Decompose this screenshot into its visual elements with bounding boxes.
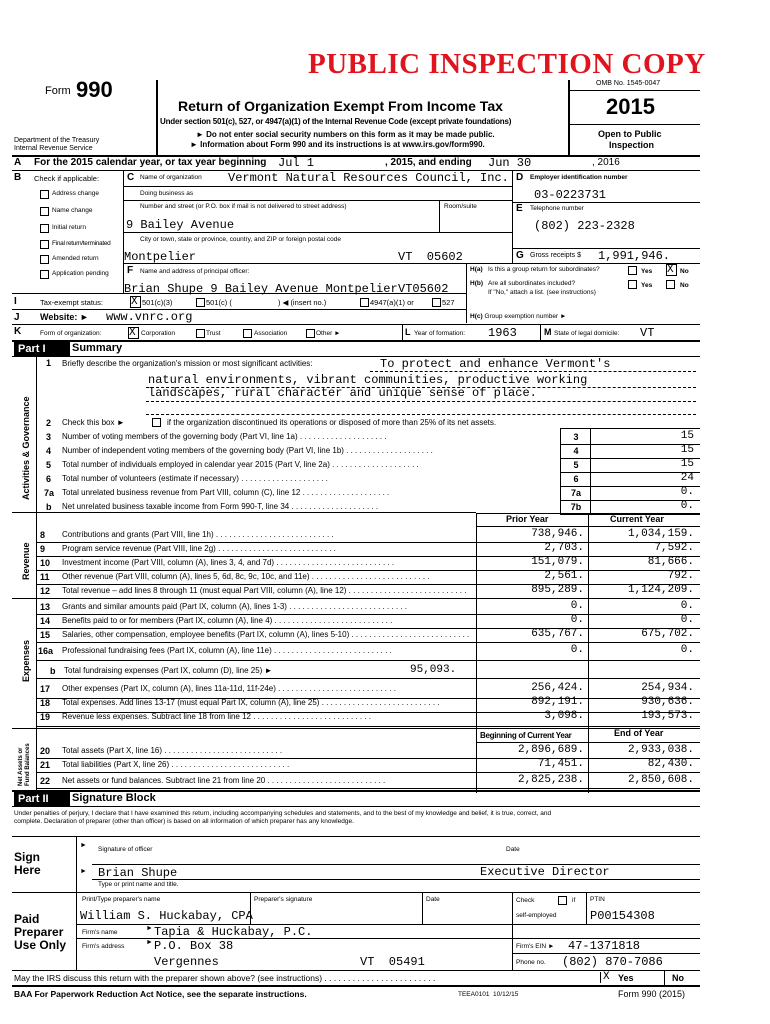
officer-title[interactable]: Executive Director <box>480 865 610 879</box>
inspection-label: Inspection <box>609 140 655 150</box>
gov-line-value[interactable]: 15 <box>680 444 694 456</box>
fin-prior-value[interactable]: 0. <box>570 644 584 656</box>
city-label: City or town, state or province, country, and ZIP or foreign postal code <box>140 236 341 243</box>
status-501c-label: 501(c) ( <box>206 298 232 307</box>
discuss-yes-checkbox[interactable]: X <box>600 972 613 983</box>
fin-current-value[interactable]: 2,933,038. <box>627 744 694 756</box>
state-domicile-label: State of legal domicile: <box>554 330 620 337</box>
firm-address-label: Firm's address <box>82 943 125 950</box>
preparer-name-label: Print/Type preparer's name <box>82 896 161 903</box>
ssn-notice: ► Do not enter social security numbers on this form as it may be made public. <box>196 130 495 139</box>
status-4947-label: 4947(a)(1) or <box>370 298 414 307</box>
street-label: Number and street (or P.O. box if mail is not delivered to street address) <box>140 203 347 210</box>
fin-prior-value[interactable]: 0. <box>570 614 584 626</box>
status-527-checkbox[interactable] <box>432 298 441 307</box>
ptin-label: PTIN <box>590 896 605 903</box>
fin-prior-value[interactable]: 635,767. <box>531 628 584 640</box>
state-zip[interactable]: VT 05602 <box>398 250 463 264</box>
side-label-governance: Activities & Governance <box>21 396 31 500</box>
line2-rest: if the organization discontinued its operations or disposed of more than 25% of its net assets. <box>167 418 497 427</box>
firm-name-label: Firm's name <box>82 929 118 936</box>
hb-yes-label: Yes <box>641 282 653 289</box>
fin-current-value[interactable]: 930,636. <box>641 696 694 708</box>
gov-line-value[interactable]: 0. <box>680 500 694 512</box>
self-employed-label: self-employed <box>516 912 557 919</box>
fin-line-num: 12 <box>40 586 51 596</box>
firm-phone[interactable]: (802) 870-7086 <box>562 955 663 969</box>
label-final-return: Final return/terminated <box>52 240 111 247</box>
omb-number: OMB No. 1545-0047 <box>596 80 661 87</box>
checkbox-application-pending[interactable] <box>40 270 49 279</box>
mission-line-2[interactable]: natural environments, vibrant communities, productive working <box>148 373 588 387</box>
org-name[interactable]: Vermont Natural Resources Council, Inc. <box>228 171 509 185</box>
fin-prior-value[interactable]: 2,561. <box>544 570 584 582</box>
org-association-label: Association <box>254 330 288 337</box>
fin-line-text: Total assets (Part X, line 16) . . . . . . . . . . . . . . . . . . . . . . . . . . . <box>62 746 283 755</box>
baa-notice: BAA For Paperwork Reduction Act Notice, see the separate instructions. <box>14 989 307 999</box>
teea-code: TEEA0101 10/12/15 <box>458 991 519 998</box>
label-initial-return: Initial return <box>52 224 86 231</box>
mission-line-3[interactable]: landscapes, rural character and unique sense of place. <box>148 386 537 400</box>
type-name-label: Type or print name and title. <box>98 881 179 888</box>
fin-prior-value[interactable]: 0. <box>570 600 584 612</box>
principal-officer-state[interactable]: VT05602 <box>398 282 449 296</box>
fin-line-text: Grants and similar amounts paid (Part IX, column (A), lines 1-3) . . . . . . . . . . . . . . . . . . . . . . . . . . . <box>62 602 408 611</box>
fin-line-text: Total liabilities (Part X, line 26) . . . . . . . . . . . . . . . . . . . . . . . . . . . <box>62 760 290 769</box>
line-m-label: M <box>544 327 552 337</box>
fin-prior-value[interactable]: 151,079. <box>531 556 584 568</box>
firm-name[interactable]: Tapia & Huckabay, P.C. <box>154 925 313 939</box>
checkbox-amended-return[interactable] <box>40 255 49 264</box>
fin-line-text: Total revenue – add lines 8 through 11 (must equal Part VIII, column (A), line 12) . . . . . . . . . . . . . . . . . . . . . . . . . . . <box>62 586 467 595</box>
fin-prior-value[interactable]: 895,289. <box>531 584 584 596</box>
gov-line-value[interactable]: 15 <box>680 430 694 442</box>
check-label: Check <box>516 897 535 904</box>
perjury-line-2: complete. Declaration of preparer (other than officer) is based on all information of which preparer has any knowledge. <box>14 818 354 825</box>
gov-line-box: 3 <box>566 432 586 442</box>
org-other-checkbox[interactable] <box>306 329 315 338</box>
fin-line-num: 15 <box>40 630 51 640</box>
info-notice: ► Information about Form 990 and its instructions is at www.irs.gov/form990. <box>190 140 485 149</box>
officer-name[interactable]: Brian Shupe <box>98 866 178 880</box>
open-public-label: Open to Public <box>598 129 662 139</box>
fin-current-value[interactable]: 193,573. <box>641 710 694 722</box>
box-e-label: E <box>516 203 523 214</box>
principal-officer-label: Name and address of principal officer: <box>140 268 250 275</box>
fin-prior-value[interactable]: 256,424. <box>531 682 584 694</box>
line-i-label: I <box>14 296 17 307</box>
firm-address[interactable]: P.O. Box 38 <box>154 939 234 953</box>
checkbox-initial-return[interactable] <box>40 224 49 233</box>
gov-line-text: Net unrelated business taxable income from Form 990-T, line 34 . . . . . . . . . . . . . . . . . . . . <box>62 502 379 511</box>
website-value[interactable]: www.vnrc.org <box>106 310 193 324</box>
preparer-name[interactable]: William S. Huckabay, CPA <box>80 909 253 923</box>
fin-current-value[interactable]: 1,034,159. <box>627 528 694 540</box>
checkbox-final-return[interactable] <box>40 240 49 249</box>
fin-line-text: Investment income (Part VIII, column (A), lines 3, 4, and 7d) . . . . . . . . . . . . . . . . . . . . . . . . . . . <box>62 558 395 567</box>
box-b-label: B <box>14 172 22 183</box>
gov-line-box: 7b <box>566 502 586 512</box>
fin-line-num: 16a <box>38 646 54 656</box>
gov-line-text: Total unrelated business revenue from Part VIII, column (C), line 12 . . . . . . . . . . . . . . . . . . . . <box>62 488 390 497</box>
tax-year-end-year: , 2016 <box>592 157 620 168</box>
fin-current-value[interactable]: 0. <box>680 614 694 626</box>
principal-officer[interactable]: Brian Shupe 9 Bailey Avenue Montpelier <box>124 282 398 296</box>
discuss-no-label: No <box>672 973 684 983</box>
org-trust-checkbox[interactable] <box>196 329 205 338</box>
org-other-label: Other ► <box>316 330 341 337</box>
org-trust-label: Trust <box>206 330 221 337</box>
gov-line-text: Total number of volunteers (estimate if necessary) . . . . . . . . . . . . . . . . . . . . <box>62 474 328 483</box>
fin-line-num: 11 <box>40 572 50 582</box>
fin-prior-value[interactable]: 2,896,689. <box>517 744 584 756</box>
fin-line-num: 19 <box>40 712 51 722</box>
line-a-label: A <box>14 157 22 168</box>
line2-checkbox[interactable] <box>152 418 161 427</box>
fin-current-value[interactable]: 792. <box>667 570 694 582</box>
hb-no-checkbox[interactable] <box>666 280 675 289</box>
form-word: Form <box>45 85 71 97</box>
part2-title: Signature Block <box>72 792 156 804</box>
firm-ein[interactable]: 47-1371818 <box>568 939 641 953</box>
sign-arrow-1: ► <box>80 842 87 849</box>
box-f-label: F <box>127 265 134 276</box>
fin-line-text: Benefits paid to or for members (Part IX, column (A), line 4) . . . . . . . . . . . . . . . . . . . . . . . . . . . <box>62 616 393 625</box>
fin-prior-value[interactable]: 2,825,238. <box>517 774 584 786</box>
fin-line-num: 10 <box>40 558 51 568</box>
gross-receipts-value[interactable]: 1,991,946. <box>598 249 671 263</box>
telephone-value[interactable]: (802) 223-2328 <box>534 219 635 233</box>
fin-line-num: 13 <box>40 602 51 612</box>
ptin-value[interactable]: P00154308 <box>590 909 655 923</box>
col-current-year: Current Year <box>610 514 664 524</box>
gov-line-num: 7a <box>44 488 55 498</box>
fin-line-num: 21 <box>40 760 51 770</box>
fin-current-value[interactable]: 0. <box>680 644 694 656</box>
fin-line-num: 17 <box>40 684 51 694</box>
gross-receipts-label: Gross receipts $ <box>530 252 581 259</box>
firm-phone-label: Phone no. <box>516 959 546 966</box>
line-a-mid: , 2015, and ending <box>385 157 472 168</box>
dba-label: Doing business as <box>140 190 194 197</box>
fin-prior-value[interactable]: 892,191. <box>531 696 584 708</box>
gov-line-num: b <box>46 502 52 512</box>
part2-tag: Part II <box>14 792 70 806</box>
tax-year-end[interactable]: Jun 30 <box>488 156 532 170</box>
hb-text: Are all subordinates included? <box>488 280 576 287</box>
line16b-value[interactable]: 95,093. <box>410 664 457 676</box>
fin-line-text: Salaries, other compensation, employee benefits (Part IX, column (A), lines 5-10) . . . . . . . . . . . . . . . . . . . . . . . . . . . <box>62 630 470 639</box>
fin-current-value[interactable]: 81,666. <box>647 556 694 568</box>
gov-line-text: Number of voting members of the governing body (Part VI, line 1a) . . . . . . . . . . . . . . . . . . . . <box>62 432 387 441</box>
status-501c-close: ) ◀ (insert no.) <box>278 298 327 307</box>
org-association-checkbox[interactable] <box>243 329 252 338</box>
line-a-text: For the 2015 calendar year, or tax year beginning <box>34 157 267 168</box>
fin-current-value[interactable]: 7,592. <box>654 542 694 554</box>
line16b-num: b <box>50 666 56 676</box>
sign-arrow-2: ► <box>80 868 87 875</box>
col-beginning-year: Beginning of Current Year <box>480 731 572 740</box>
sign-label: Sign <box>14 850 40 864</box>
label-amended-return: Amended return <box>52 255 99 262</box>
firm-city[interactable]: Vergennes <box>154 955 219 969</box>
if-label: if <box>572 897 576 904</box>
self-employed-checkbox[interactable] <box>558 896 567 905</box>
discuss-question: May the IRS discuss this return with the preparer shown above? (see instructions) . . . . . . . . . . . . . . . . . . . . . . . . <box>14 973 436 983</box>
fin-line-num: 14 <box>40 616 51 626</box>
side-label-revenue: Revenue <box>21 542 31 580</box>
fin-line-text: Total expenses. Add lines 13-17 (must equal Part IX, column (A), line 25) . . . . . . . . . . . . . . . . . . . . . . . . . . . <box>62 698 440 707</box>
telephone-label: Telephone number <box>530 205 584 212</box>
line16b-text: Total fundraising expenses (Part IX, column (D), line 25) ► <box>64 666 273 675</box>
ein-label: Employer identification number <box>530 174 628 181</box>
box-d-label: D <box>516 172 524 183</box>
fin-line-num: 22 <box>40 776 51 786</box>
sig-date-label: Date <box>506 846 520 853</box>
gov-line-num: 3 <box>46 432 52 442</box>
preparer-date-label: Date <box>426 896 440 903</box>
gov-line-num: 5 <box>46 460 52 470</box>
line1-text: Briefly describe the organization's mission or most significant activities: <box>62 359 313 368</box>
gov-line-text: Total number of individuals employed in calendar year 2015 (Part V, line 2a) . . . . . . . . . . . . . . . . . . . . <box>62 460 419 469</box>
line1-num: 1 <box>46 358 52 368</box>
hb-yes-checkbox[interactable] <box>628 280 637 289</box>
tax-exempt-status-label: Tax-exempt status: <box>40 298 103 307</box>
ha-yes-checkbox[interactable] <box>628 266 637 275</box>
status-4947-checkbox[interactable] <box>360 298 369 307</box>
gov-line-text: Number of independent voting members of the governing body (Part VI, line 1b) . . . . . . . . . . . . . . . . . . . . <box>62 446 433 455</box>
gov-line-num: 6 <box>46 474 52 484</box>
gov-line-box: 6 <box>566 474 586 484</box>
line-l-label: L <box>405 327 411 337</box>
side-label-net-assets: Net Assets or Fund Balances <box>18 743 31 786</box>
fin-line-text: Net assets or fund balances. Subtract line 21 from line 20 . . . . . . . . . . . . . . . . . . . . . . . . . . . <box>62 776 386 785</box>
box-b-title: Check if applicable: <box>34 174 100 183</box>
discuss-yes-label: Yes <box>618 973 634 983</box>
fin-current-value[interactable]: 82,430. <box>647 758 694 770</box>
paid-label: Paid <box>14 912 40 926</box>
year-formation-label: Year of formation: <box>414 330 466 337</box>
fin-line-text: Contributions and grants (Part VIII, line 1h) . . . . . . . . . . . . . . . . . . . . . . . . . . . <box>62 530 334 539</box>
city[interactable]: Montpelier <box>124 250 197 264</box>
preparer-sig-label: Preparer's signature <box>254 896 313 903</box>
org-corporation-label: Corporation <box>141 330 175 337</box>
label-application-pending: Application pending <box>52 270 109 277</box>
status-501c3-checkbox[interactable]: X <box>130 296 141 308</box>
label-address-change: Address change <box>52 190 99 197</box>
line2-num: 2 <box>46 418 52 428</box>
ha-text: Is this a group return for subordinates? <box>488 266 600 273</box>
status-527-label: 527 <box>442 298 455 307</box>
label-name-change: Name change <box>52 207 93 214</box>
form-footer: Form 990 (2015) <box>618 989 686 999</box>
hc-label: H(c) Group exemption number ► <box>470 313 567 320</box>
org-name-label: Name of organization <box>140 174 202 181</box>
ha-yes-label: Yes <box>641 268 653 275</box>
gov-line-box: 7a <box>566 488 586 498</box>
gov-line-box: 4 <box>566 446 586 456</box>
box-c-label: C <box>127 172 135 183</box>
side-label-expenses: Expenses <box>21 639 31 682</box>
fin-prior-value[interactable]: 71,451. <box>537 758 584 770</box>
hb-label: H(b) <box>470 280 483 287</box>
use-only-label: Use Only <box>14 938 67 952</box>
perjury-line-1: Under penalties of perjury, I declare that I have examined this return, including accompanying schedules and statements, and to the best of my knowledge and belief, it is true, correct, and <box>14 810 552 817</box>
line-k-label: K <box>14 326 22 337</box>
state-domicile-value[interactable]: VT <box>640 326 655 340</box>
col-end-year: End of Year <box>614 728 664 738</box>
fin-line-num: 20 <box>40 746 51 756</box>
firm-name-arrow: ► <box>146 925 153 932</box>
firm-address-arrow: ► <box>146 939 153 946</box>
status-501c3-label: 501(c)(3) <box>142 298 173 307</box>
fin-current-value[interactable]: 0. <box>680 600 694 612</box>
here-label: Here <box>14 863 41 877</box>
form-of-org-label: Form of organization: <box>40 330 102 337</box>
fin-prior-value[interactable]: 2,703. <box>544 542 584 554</box>
ha-no-checkbox[interactable]: X <box>666 264 677 276</box>
hb-no-label: No <box>680 282 689 289</box>
box-g-label: G <box>516 250 524 261</box>
fin-line-num: 18 <box>40 698 51 708</box>
status-501c-checkbox[interactable] <box>196 298 205 307</box>
mission-line-1[interactable]: To protect and enhance Vermont's <box>380 357 611 371</box>
fin-line-text: Other revenue (Part VIII, column (A), lines 5, 6d, 8c, 9c, 10c, and 11e) . . . . . . . . . . . . . . . . . . . . . . . . . . . <box>62 572 430 581</box>
checkbox-address-change[interactable] <box>40 190 49 199</box>
line2-text: Check this box ► <box>62 418 125 427</box>
col-prior-year: Prior Year <box>506 514 549 524</box>
tax-year: 2015 <box>606 94 655 119</box>
ha-no-label: No <box>680 268 689 275</box>
room-suite-label: Room/suite <box>444 203 477 210</box>
sig-officer-label: Signature of officer <box>98 846 153 853</box>
street-address[interactable]: 9 Bailey Avenue <box>126 218 235 232</box>
fin-line-text: Revenue less expenses. Subtract line 18 from line 12 . . . . . . . . . . . . . . . . . . . . . . . . . . . <box>62 712 372 721</box>
gov-line-value[interactable]: 15 <box>680 458 694 470</box>
irs-label: Internal Revenue Service <box>14 145 93 152</box>
year-formation-value[interactable]: 1963 <box>488 326 517 340</box>
fin-line-num: 9 <box>40 544 46 554</box>
form-title: Return of Organization Exempt From Income Tax <box>178 98 503 114</box>
gov-line-value[interactable]: 0. <box>680 486 694 498</box>
org-corporation-checkbox[interactable]: X <box>128 327 139 339</box>
hb-note: If "No," attach a list. (see instructions) <box>488 289 596 296</box>
fin-line-text: Professional fundraising fees (Part IX, column (A), line 11e) . . . . . . . . . . . . . . . . . . . . . . . . . . . <box>62 646 392 655</box>
gov-line-box: 5 <box>566 460 586 470</box>
gov-line-value[interactable]: 24 <box>680 472 694 484</box>
fin-prior-value[interactable]: 3,098. <box>544 710 584 722</box>
firm-state[interactable]: VT 05491 <box>360 955 425 969</box>
form-number: 990 <box>76 77 113 102</box>
fin-current-value[interactable]: 1,124,209. <box>627 584 694 596</box>
fin-current-value[interactable]: 2,850,608. <box>627 774 694 786</box>
part1-title: Summary <box>72 342 123 354</box>
part1-tag: Part I <box>14 342 70 356</box>
firm-ein-label: Firm's EIN ► <box>516 943 555 950</box>
ha-label: H(a) <box>470 266 483 273</box>
ein-value[interactable]: 03-0223731 <box>534 188 607 202</box>
fin-current-value[interactable]: 254,934. <box>641 682 694 694</box>
gov-line-num: 4 <box>46 446 52 456</box>
line-j-label: J <box>14 312 20 323</box>
fin-current-value[interactable]: 675,702. <box>641 628 694 640</box>
dept-treasury: Department of the Treasury <box>14 137 100 144</box>
fin-line-num: 8 <box>40 530 46 540</box>
checkbox-name-change[interactable] <box>40 207 49 216</box>
tax-year-begin[interactable]: Jul 1 <box>278 156 315 170</box>
public-inspection-banner: PUBLIC INSPECTION COPY <box>308 48 706 80</box>
website-label: Website: ► <box>40 312 89 322</box>
fin-prior-value[interactable]: 738,946. <box>531 528 584 540</box>
fin-line-text: Other expenses (Part IX, column (A), lines 11a-11d, 11f-24e) . . . . . . . . . . . . . . . . . . . . . . . . . . . <box>62 684 396 693</box>
fin-line-text: Program service revenue (Part VIII, line 2g) . . . . . . . . . . . . . . . . . . . . . . . . . . . <box>62 544 336 553</box>
preparer-label: Preparer <box>14 925 64 939</box>
form-subtitle: Under section 501(c), 527, or 4947(a)(1) of the Internal Revenue Code (except private foundations) <box>160 117 512 126</box>
